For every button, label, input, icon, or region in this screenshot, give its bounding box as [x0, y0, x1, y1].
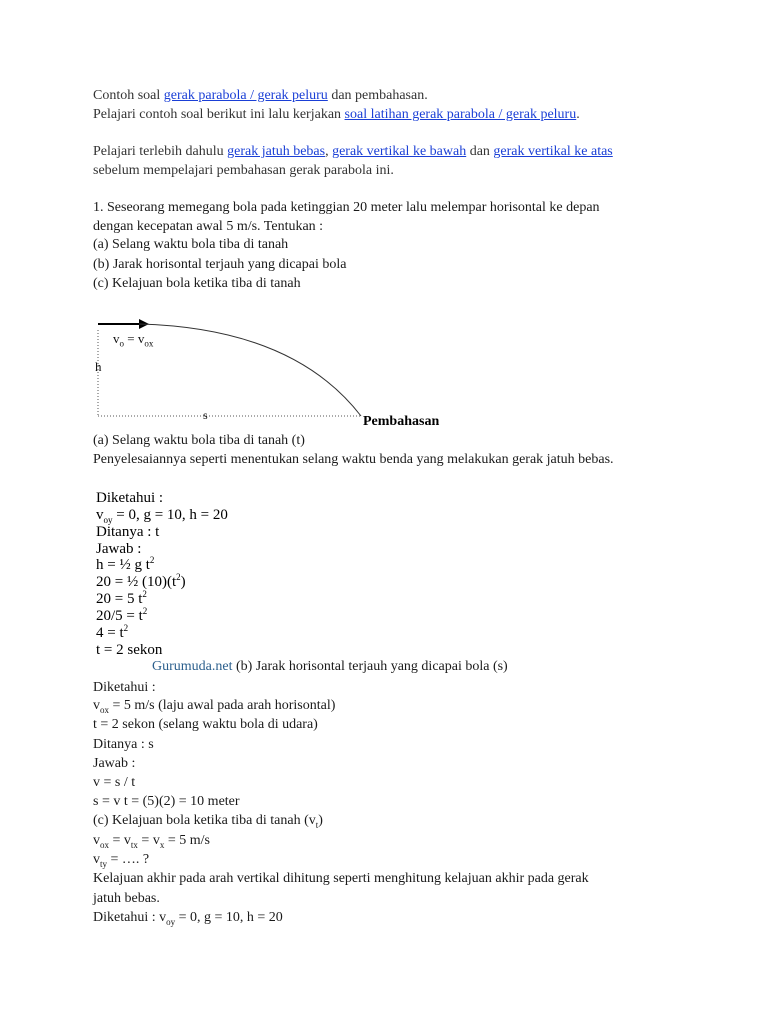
- intro-text: .: [576, 107, 580, 122]
- math-superscript: 2: [142, 606, 148, 616]
- intro-text: dan: [466, 144, 494, 159]
- math-symbol: v: [93, 833, 100, 848]
- solution-eq-1: [96, 556, 154, 574]
- height-label: h: [95, 359, 102, 374]
- velocity-subscript: o: [119, 338, 124, 349]
- math-text: = 5 m/s: [164, 833, 210, 848]
- part-c-line-2: [93, 851, 149, 869]
- math-text: 20 = 5 t: [96, 591, 143, 607]
- part-c-heading: [93, 812, 323, 830]
- problem-line-1: 1. Seseorang memegang bola pada ketinggian 20 meter lalu melempar horisontal ke depan: [93, 200, 600, 215]
- math-subscript: ox: [100, 704, 109, 715]
- math-text: 4 = t: [96, 625, 124, 641]
- intro-line-4: sebelum mempelajari pembahasan gerak parabola ini.: [93, 163, 394, 178]
- math-symbol: v: [93, 698, 100, 713]
- part-c-line-1: [93, 832, 210, 850]
- intro-line-3: [93, 143, 613, 161]
- intro-text: Pelajari contoh soal berikut ini lalu kerjakan: [93, 107, 345, 122]
- part-b-eq-1: v = s / t: [93, 775, 136, 790]
- math-text: (c) Kelajuan bola ketika tiba di tanah (v: [93, 813, 316, 828]
- solution-diketahui: Diketahui :: [96, 490, 164, 506]
- pembahasan-heading: Pembahasan: [363, 414, 440, 429]
- math-text: = 5 m/s (laju awal pada arah horisontal): [109, 698, 336, 713]
- math-text: Diketahui :: [93, 910, 160, 925]
- solution-eq-5: [96, 624, 128, 642]
- math-text: = v: [137, 833, 160, 848]
- math-subscript: tx: [130, 839, 138, 850]
- link-gerak-jatuh-bebas[interactable]: gerak jatuh bebas: [227, 144, 326, 159]
- part-b-eq-2: s = v t = (5)(2) = 10 meter: [93, 794, 240, 809]
- part-b-heading: (b) Jarak horisontal terjauh yang dicapai bola (s): [232, 659, 508, 674]
- math-text: ): [180, 574, 186, 590]
- solution-ditanya: Ditanya : t: [96, 524, 160, 540]
- part-c-known: [93, 909, 283, 927]
- trajectory-curve: [139, 324, 361, 416]
- part-b-known-t: t = 2 sekon (selang waktu bola di udara): [93, 717, 318, 732]
- velocity-symbol: v: [113, 331, 120, 346]
- math-subscript: t: [315, 819, 319, 830]
- solution-eq-2: [96, 573, 186, 591]
- intro-text: ,: [325, 144, 333, 159]
- math-superscript: 2: [149, 555, 155, 565]
- math-text: h = ½ g t: [96, 557, 150, 573]
- math-text: = 0, g = 10, h = 20: [175, 910, 283, 925]
- intro-text: dan pembahasan.: [327, 88, 428, 103]
- problem-question-a: (a) Selang waktu bola tiba di tanah: [93, 237, 289, 252]
- solution-eq-6: t = 2 sekon: [96, 642, 163, 658]
- math-superscript: 2: [142, 589, 147, 599]
- math-subscript: oy: [103, 515, 113, 525]
- math-text: ): [318, 813, 323, 828]
- link-soal-latihan[interactable]: soal latihan gerak parabola / gerak peluru: [344, 107, 577, 122]
- trajectory-figure: [93, 318, 368, 427]
- intro-line-2: [93, 106, 580, 124]
- math-symbol: v: [159, 910, 167, 925]
- part-b-ditanya: Ditanya : s: [93, 737, 154, 752]
- solution-known-values: [96, 506, 228, 524]
- link-gerak-parabola[interactable]: gerak parabola / gerak peluru: [163, 88, 328, 103]
- math-superscript: 2: [176, 572, 181, 582]
- velocity-label: [113, 331, 154, 349]
- problem-question-b: (b) Jarak horisontal terjauh yang dicapai bola: [93, 257, 347, 272]
- velocity-subscript: ox: [144, 338, 154, 349]
- math-subscript: x: [159, 839, 165, 850]
- part-b-known-v: [93, 697, 335, 715]
- solution-eq-3: [96, 590, 147, 608]
- intro-text: Pelajari terlebih dahulu: [93, 144, 228, 159]
- math-subscript: ox: [100, 839, 109, 850]
- velocity-equals: = v: [124, 331, 145, 346]
- part-a-heading: (a) Selang waktu bola tiba di tanah (t): [93, 433, 305, 448]
- brand-watermark: Gurumuda.net: [152, 659, 233, 674]
- solution-jawab: Jawab :: [96, 541, 142, 557]
- intro-text: Contoh soal: [93, 88, 164, 103]
- problem-line-2: dengan kecepatan awal 5 m/s. Tentukan :: [93, 219, 324, 234]
- math-subscript: ty: [100, 858, 108, 869]
- link-gerak-vertikal-ke-atas[interactable]: gerak vertikal ke atas: [493, 144, 613, 159]
- part-c-description-1: Kelajuan akhir pada arah vertikal dihitung seperti menghitung kelajuan akhir pada gerak: [93, 871, 589, 886]
- link-gerak-vertikal-ke-bawah[interactable]: gerak vertikal ke bawah: [332, 144, 467, 159]
- part-b-jawab: Jawab :: [93, 756, 136, 771]
- math-symbol: v: [93, 852, 100, 867]
- solution-eq-4: [96, 607, 147, 625]
- part-b-diketahui: Diketahui :: [93, 680, 156, 695]
- intro-line-1: [93, 87, 428, 105]
- math-superscript: 2: [123, 623, 129, 633]
- math-text: = 0, g = 10, h = 20: [112, 507, 228, 523]
- math-text: = v: [109, 833, 131, 848]
- distance-label: s: [203, 408, 208, 422]
- math-text: 20/5 = t: [96, 608, 143, 624]
- part-a-description: Penyelesaiannya seperti menentukan selang waktu benda yang melakukan gerak jatuh bebas.: [93, 452, 614, 467]
- math-text: 20 = ½ (10)(t: [96, 574, 177, 590]
- math-symbol: v: [96, 507, 104, 523]
- part-b-heading-line: [152, 658, 508, 676]
- problem-question-c: (c) Kelajuan bola ketika tiba di tanah: [93, 276, 301, 291]
- math-text: = …. ?: [107, 852, 150, 867]
- part-c-description-2: jatuh bebas.: [93, 891, 160, 906]
- math-subscript: oy: [166, 916, 176, 927]
